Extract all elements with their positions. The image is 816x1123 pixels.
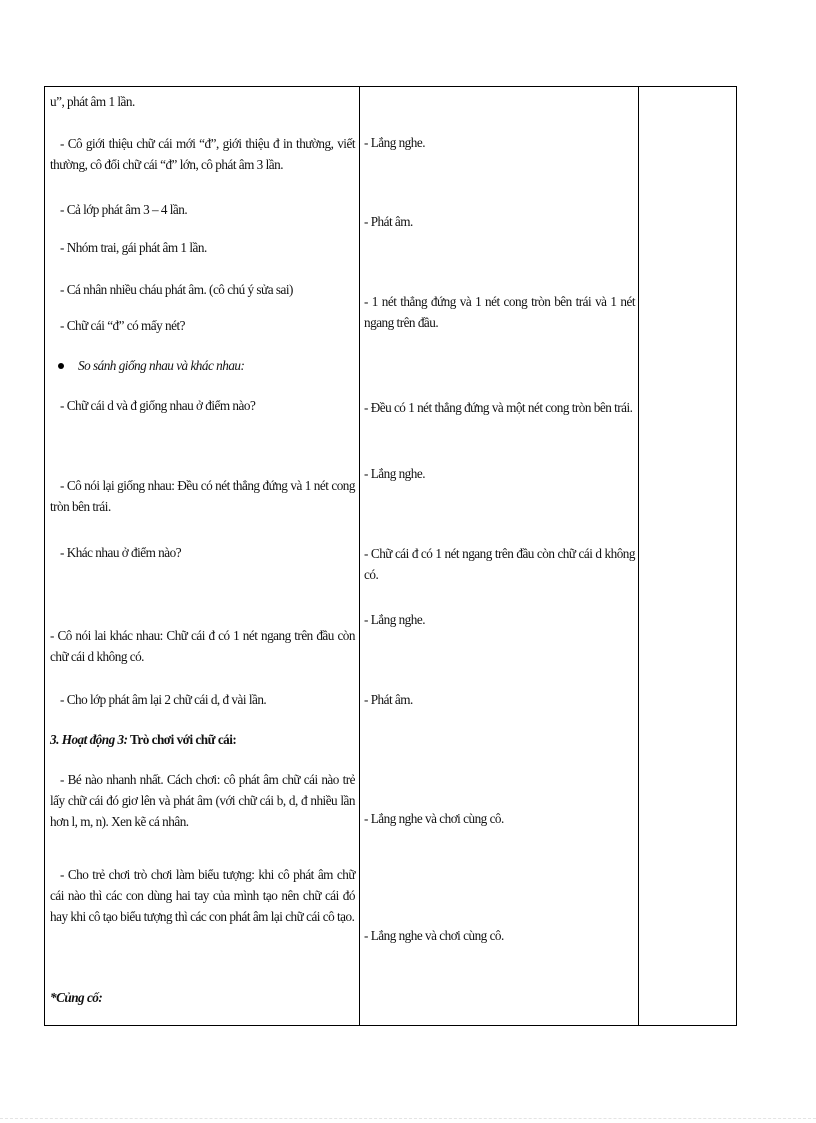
student-activity-text: - Lắng nghe. bbox=[364, 612, 426, 627]
student-activity-text: - 1 nét thẳng đứng và 1 nét cong tròn bên trái và 1 nét ngang trên đầu. bbox=[364, 294, 635, 330]
teacher-activity-text: - Cho trẻ chơi trò chơi làm biểu tượng: khi cô phát âm chữ cái nào thì các con dùng hai tay của mình tạo nên chữ cái đó hay khi cô tạo biểu tượng thì các con phát âm lại chữ cái cô tạo. bbox=[50, 867, 355, 924]
bullet-text: So sánh giống nhau và khác nhau: bbox=[78, 358, 245, 373]
column-divider-1 bbox=[359, 87, 360, 1025]
student-activity-text: - Lắng nghe và chơi cùng cô. bbox=[364, 811, 504, 826]
student-activity-text: - Chữ cái đ có 1 nét ngang trên đầu còn chữ cái d không có. bbox=[364, 546, 635, 582]
student-activity-text: - Lắng nghe và chơi cùng cô. bbox=[364, 928, 504, 943]
student-activity-text: - Phát âm. bbox=[364, 214, 413, 229]
page-bottom-border bbox=[0, 1118, 816, 1119]
lesson-table bbox=[44, 86, 737, 1026]
teacher-activity-text: - Chữ cái d và đ giống nhau ở điểm nào? bbox=[60, 398, 256, 413]
teacher-activity-text: - Khác nhau ở điểm nào? bbox=[60, 545, 182, 560]
column-divider-2 bbox=[638, 87, 639, 1025]
student-activity-text: - Phát âm. bbox=[364, 692, 413, 707]
activity-heading bbox=[50, 729, 355, 750]
activity-heading-number: 3. Hoạt động 3: bbox=[50, 732, 128, 747]
student-activity-text: - Đều có 1 nét thẳng đứng và một nét cong tròn bên trái. bbox=[364, 400, 633, 415]
teacher-activity-text: - Cả lớp phát âm 3 – 4 lần. bbox=[60, 202, 188, 217]
teacher-activity-text: - Cá nhân nhiều cháu phát âm. (cô chú ý sửa sai) bbox=[60, 282, 293, 297]
student-activity-text: - Lắng nghe. bbox=[364, 466, 426, 481]
teacher-activity-text: - Cô nói lại giống nhau: Đều có nét thẳng đứng và 1 nét cong tròn bên trái. bbox=[50, 478, 355, 514]
bullet-icon bbox=[58, 363, 64, 369]
section-bullet bbox=[78, 355, 358, 376]
teacher-activity-text: - Nhóm trai, gái phát âm 1 lần. bbox=[60, 240, 207, 255]
teacher-activity-text: - Cô nói lai khác nhau: Chữ cái đ có 1 nét ngang trên đầu còn chữ cái d không có. bbox=[50, 628, 355, 664]
activity-heading-title: Trò chơi với chữ cái: bbox=[127, 732, 237, 747]
student-activity-text: - Lắng nghe. bbox=[364, 135, 426, 150]
teacher-activity-text: - Bé nào nhanh nhất. Cách chơi: cô phát âm chữ cái nào trẻ lấy chữ cái đó giơ lên và phát âm (với chữ cái b, d, đ nhiều lần hơn l, m, n). Xen kẽ cá nhân. bbox=[50, 772, 355, 829]
teacher-activity-text: - Cô giới thiệu chữ cái mới “đ”, giới thiệu đ in thường, viết thường, cô đổi chữ cái “đ” lớn, cô phát âm 3 lần. bbox=[50, 136, 355, 172]
teacher-activity-text: - Chữ cái “đ” có mấy nét? bbox=[60, 318, 185, 333]
teacher-activity-text: - Cho lớp phát âm lại 2 chữ cái d, đ vài lần. bbox=[60, 692, 267, 707]
summary-heading: *Củng cố: bbox=[50, 990, 103, 1005]
teacher-activity-text: u”, phát âm 1 lần. bbox=[50, 94, 135, 109]
